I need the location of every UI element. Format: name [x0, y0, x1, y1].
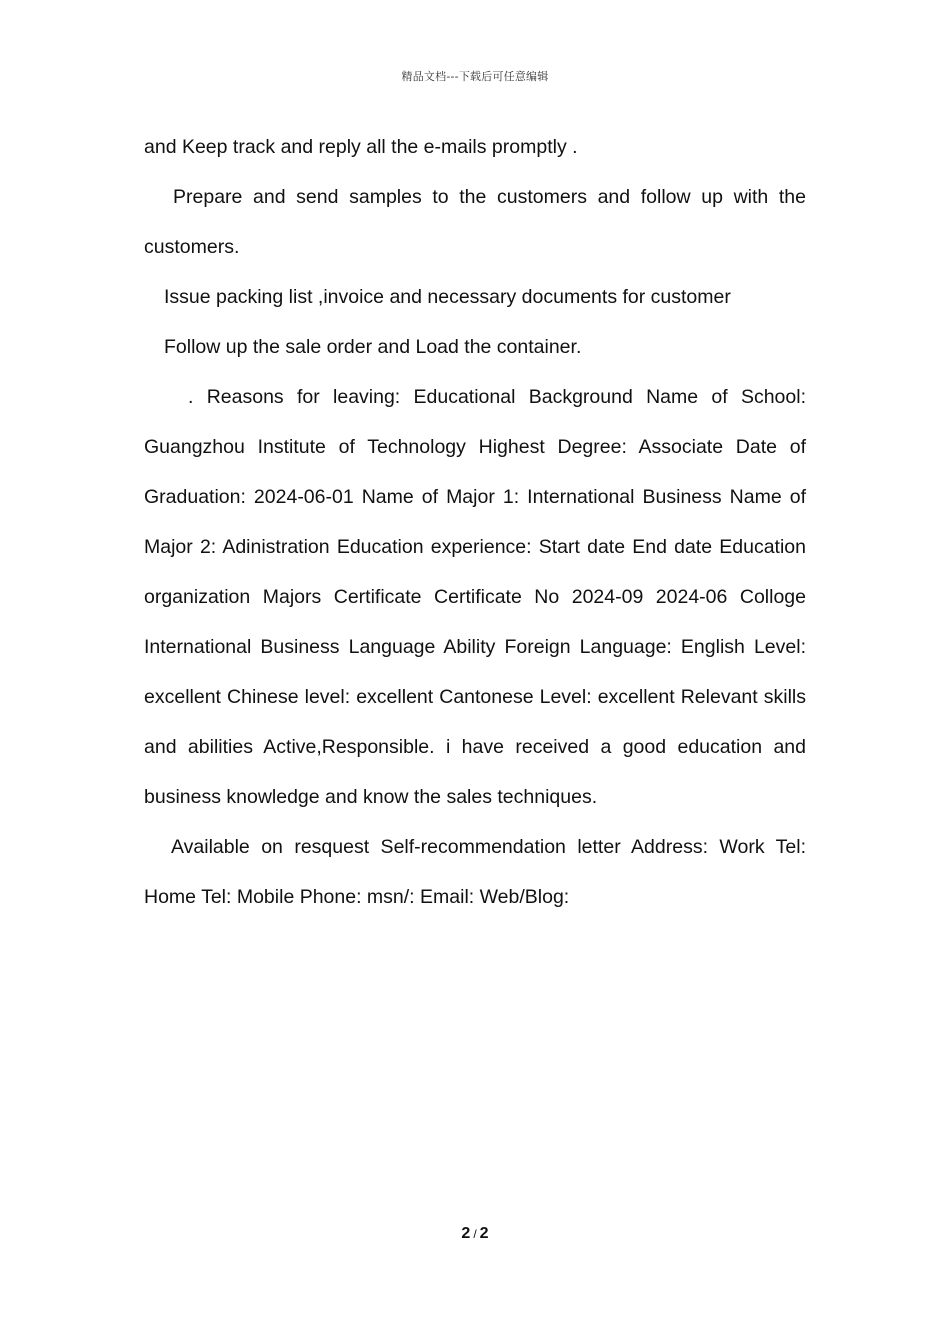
document-body — [144, 122, 806, 922]
page-separator: / — [473, 1227, 477, 1241]
total-pages-number: 2 — [479, 1225, 489, 1242]
page-number — [0, 1225, 950, 1243]
paragraph-samples: Prepare and send samples to the customers and follow up with the customers. — [144, 186, 806, 258]
paragraph-contact-info: Available on resquest Self-recommendation letter Address: Work Tel: Home Tel: Mobile Phone: msn/: Email: Web/Blog: — [144, 836, 806, 908]
page-header: 精品文档---下载后可任意编辑 — [401, 70, 549, 83]
paragraph-education-background: . Reasons for leaving: Educational Background Name of School: Guangzhou Institute of Technology Highest Degree: Associate Date of Graduation: 2024-06-01 Name of Major 1: International Business Name of Major 2: Adinistration Education experience: Start date End date Education organization Majors Certificate Certificate No 2024-09 2024-06 Colloge International Business Language Ability Foreign Language: English Level: excellent Chinese level: excellent Cantonese Level: excellent Relevant skills and abilities Active,Responsible. i have received a good education and business knowledge and know the sales techniques. — [144, 386, 806, 808]
paragraph-packing-list: Issue packing list ,invoice and necessary documents for customer — [164, 286, 731, 308]
paragraph-email-tracking: and Keep track and reply all the e-mails promptly . — [144, 136, 578, 158]
current-page-number: 2 — [461, 1225, 471, 1242]
paragraph-sale-order: Follow up the sale order and Load the container. — [164, 336, 582, 358]
